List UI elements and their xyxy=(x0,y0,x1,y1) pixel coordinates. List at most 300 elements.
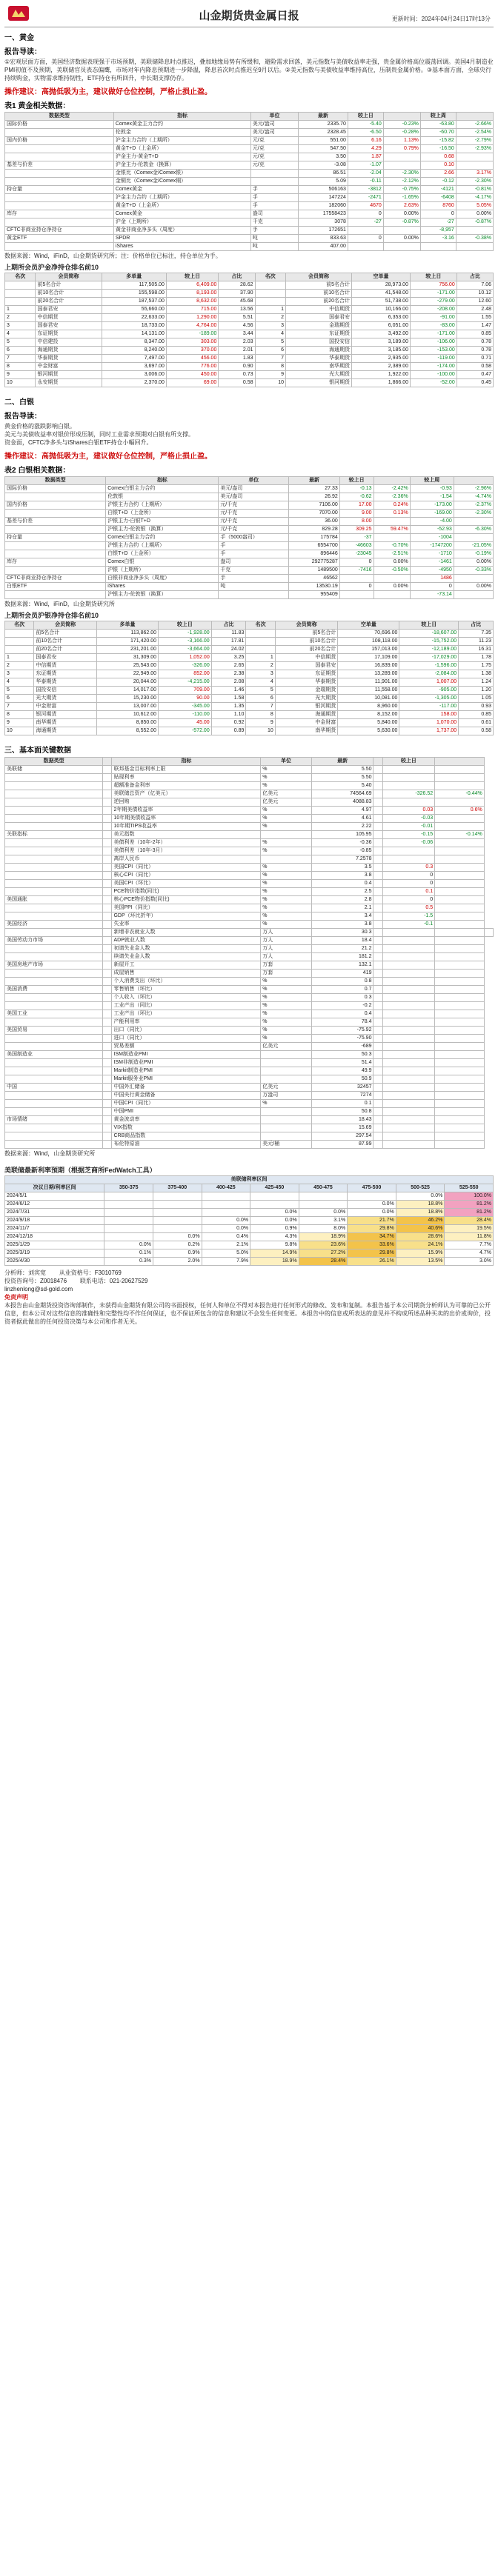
fund-cell xyxy=(103,1084,112,1092)
fund-cell: % xyxy=(261,1027,311,1035)
fund-cell: -75.90 xyxy=(311,1035,374,1043)
fundamentals-note: 数据来源：Wind，山金期货研究所 xyxy=(4,1150,96,1157)
fed-cell xyxy=(104,1233,153,1241)
fed-cell: 2024/12/18 xyxy=(5,1233,104,1241)
fed-row xyxy=(5,1201,494,1209)
gold-rank-cell: 22,633.00 xyxy=(102,314,166,322)
silver-cell xyxy=(5,542,106,550)
fund-cell xyxy=(382,1043,434,1051)
gold-rank-cell: 4.56 xyxy=(219,322,255,330)
silver-rank-cell: 11,558.00 xyxy=(338,687,399,695)
gold-rank-row xyxy=(5,330,494,338)
gold-rank-cell: 前5名合计 xyxy=(286,281,352,290)
gold-cell: 506163 xyxy=(299,186,348,194)
fund-cell xyxy=(5,839,103,847)
fund-cell xyxy=(103,970,112,978)
silver-rank-cell: 光大期货 xyxy=(34,695,97,703)
silver-row xyxy=(5,493,494,501)
silver-rank-cell: -18,607.00 xyxy=(399,630,459,638)
gold-row xyxy=(5,161,494,170)
gold-cell xyxy=(5,178,114,186)
silver-cell: 9.00 xyxy=(339,510,374,518)
silver-rank-row xyxy=(5,646,494,654)
silver-cell: 库存 xyxy=(5,558,106,567)
silver-rank-cell xyxy=(5,638,34,646)
fund-cell xyxy=(374,1027,382,1035)
silver-rank-cell: 10,612.00 xyxy=(96,711,158,719)
gold-rank-cell: 0.90 xyxy=(219,363,255,371)
fund-cell: 87.99 xyxy=(311,1141,374,1149)
fund-cell xyxy=(374,831,382,839)
fed-cell: 27.2% xyxy=(299,1249,348,1258)
fund-cell xyxy=(382,986,434,994)
silver-cell: 沪银主力合约（上期所） xyxy=(106,501,219,510)
fund-row xyxy=(5,864,494,872)
gold-rank-cell: 18,733.00 xyxy=(102,322,166,330)
gold-rank-header-0: 名次 xyxy=(5,273,36,281)
fed-cell xyxy=(153,1201,202,1209)
fund-cell: 产能利用率 xyxy=(112,1018,261,1027)
silver-header-3: 最新 xyxy=(289,477,339,485)
gold-rank-cell: 41,548.00 xyxy=(352,290,411,298)
silver-cell: 36.00 xyxy=(289,518,339,526)
gold-cell: 吨 xyxy=(250,243,298,251)
gold-row xyxy=(5,153,494,161)
silver-row xyxy=(5,542,494,550)
gold-cell: 0.79% xyxy=(383,145,420,153)
gold-rank-cell: -106.00 xyxy=(410,338,456,347)
fund-cell xyxy=(382,1035,434,1043)
silver-cell: 沪银主力-伦敦银（换算） xyxy=(106,591,219,599)
fund-cell xyxy=(435,1124,485,1132)
fund-row xyxy=(5,986,494,994)
silver-cell: -46603 xyxy=(339,542,374,550)
silver-cell: 沪银主力-伦敦银（换算） xyxy=(106,526,219,534)
gold-cell xyxy=(5,202,114,210)
fund-cell: 美元指数 xyxy=(112,831,261,839)
fund-cell xyxy=(374,1043,382,1051)
gold-cell: -3.16 xyxy=(420,235,456,243)
gold-cell: 0.00% xyxy=(456,210,493,218)
fund-row xyxy=(5,1051,494,1059)
gold-rank-cell xyxy=(5,290,36,298)
gold-cell: 547.50 xyxy=(299,145,348,153)
silver-rank-row xyxy=(5,630,494,638)
fund-row xyxy=(5,831,494,839)
fund-cell: 10年期TIPS收益率 xyxy=(112,823,261,831)
silver-cell xyxy=(5,550,106,558)
silver-cell: 0.13% xyxy=(374,510,410,518)
fed-cell: 0.0% xyxy=(202,1217,250,1225)
silver-cell: -2.51% xyxy=(374,550,410,558)
fund-cell: 美联储 xyxy=(5,766,103,774)
gold-advice: 操作建议：高抛低吸为主，建议做好仓位控制，严格止损止盈。 xyxy=(4,88,212,96)
fund-cell xyxy=(435,815,485,823)
silver-cell: -0.50% xyxy=(374,567,410,575)
silver-rank-cell: 158.00 xyxy=(399,711,459,719)
silver-rank-cell: -4,215.00 xyxy=(159,678,212,687)
gold-cell: 库存 xyxy=(5,210,114,218)
fed-cell: 100.0% xyxy=(445,1192,494,1201)
gold-cell: 2.66 xyxy=(420,170,456,178)
silver-rank-cell: 4 xyxy=(246,678,275,687)
silver-rank-title: 上期所会员沪银净持仓排名前10 xyxy=(4,612,99,619)
fund-cell: % xyxy=(261,864,311,872)
silver-header-1: 指标 xyxy=(106,477,219,485)
fund-cell: 市场情绪 xyxy=(5,1116,103,1124)
gold-cell: -15.82 xyxy=(420,137,456,145)
fund-cell: 工业产出（环比） xyxy=(112,1010,261,1018)
gold-rank-header-1: 会员简称 xyxy=(36,273,102,281)
gold-rank-cell: 10 xyxy=(5,379,36,387)
fed-cell xyxy=(202,1201,250,1209)
gold-rank-cell: 55,660.00 xyxy=(102,306,166,314)
silver-rank-cell: 17.81 xyxy=(211,638,246,646)
gold-cell: 182060 xyxy=(299,202,348,210)
fund-cell xyxy=(435,945,485,953)
silver-rank-cell: 5,630.00 xyxy=(338,727,399,735)
gold-rank-cell: 5 xyxy=(5,338,36,347)
silver-rank-cell: 国泰君安 xyxy=(275,662,338,670)
gold-rank-cell: 456.00 xyxy=(166,355,218,363)
silver-cell: 元/千克 xyxy=(219,526,289,534)
fund-cell xyxy=(103,1132,112,1141)
fund-cell xyxy=(435,904,485,912)
silver-cell: 沪银主力合约（上期所） xyxy=(106,542,219,550)
silver-rank-cell: 国泰君安 xyxy=(34,654,97,662)
silver-rank-header-7: 空单量 xyxy=(338,621,399,630)
fed-cell xyxy=(348,1192,396,1201)
silver-rank-cell: 1 xyxy=(5,654,34,662)
contact-phone: 联系电话：021-20627529 xyxy=(79,1278,148,1284)
silver-rank-cell: 1.20 xyxy=(459,687,494,695)
silver-rank-cell: 海通期货 xyxy=(34,727,97,735)
fund-cell xyxy=(382,1124,434,1132)
fund-cell: 新增非农就业人数 xyxy=(112,929,261,937)
gold-cell: iShares xyxy=(113,243,250,251)
silver-cell: -169.00 xyxy=(410,510,454,518)
silver-rank-cell: 9 xyxy=(246,719,275,727)
fund-row xyxy=(5,839,494,847)
fund-cell: 181.2 xyxy=(311,953,374,961)
fund-cell xyxy=(382,774,434,782)
gold-cell: 3078 xyxy=(299,218,348,227)
fund-row xyxy=(5,970,494,978)
gold-rank-cell: -171.00 xyxy=(410,330,456,338)
gold-cell: -0.12 xyxy=(420,178,456,186)
fund-cell: 亿美元 xyxy=(261,790,311,798)
gold-cell: 黄金T+D（上金所） xyxy=(113,202,250,210)
gold-row xyxy=(5,170,494,178)
gold-header-4: 较上日 xyxy=(348,113,383,121)
fed-cell: 18.9% xyxy=(250,1258,299,1266)
fund-row xyxy=(5,1124,494,1132)
fund-cell xyxy=(435,896,485,904)
silver-cell: -0.70% xyxy=(374,542,410,550)
gold-rank-cell: 光大期货 xyxy=(286,371,352,379)
fund-cell xyxy=(5,1002,103,1010)
fund-cell: 78.4 xyxy=(311,1018,374,1027)
fed-cell: 2025/4/30 xyxy=(5,1258,104,1266)
silver-rank-cell: 10,081.00 xyxy=(338,695,399,703)
fund-cell: 30.3 xyxy=(311,929,374,937)
gold-rank-row xyxy=(5,306,494,314)
fed-cell xyxy=(153,1192,202,1201)
silver-cell xyxy=(374,575,410,583)
fund-cell: % xyxy=(261,1002,311,1010)
fund-cell: 15.69 xyxy=(311,1124,374,1132)
gold-rank-cell: -171.00 xyxy=(410,290,456,298)
silver-rank-cell: 1.10 xyxy=(211,711,246,719)
fund-cell xyxy=(374,1067,382,1075)
fund-cell xyxy=(261,1075,311,1084)
consulting-number: 投资咨询号：Z0018476 xyxy=(4,1278,67,1284)
contact-email[interactable]: linzhenlong@sd-gold.com xyxy=(4,1286,73,1292)
gold-cell: -6.50 xyxy=(348,129,383,137)
fund-cell xyxy=(374,953,382,961)
fund-cell xyxy=(435,823,485,831)
gold-rank-cell: -189.00 xyxy=(166,330,218,338)
gold-cell: Comex黄金 xyxy=(113,210,250,218)
fund-cell: 5.50 xyxy=(311,766,374,774)
silver-cell: 309.25 xyxy=(339,526,374,534)
silver-cell: 持仓量 xyxy=(5,534,106,542)
fed-cell xyxy=(104,1192,153,1201)
silver-rank-cell: 9 xyxy=(5,719,34,727)
gold-cell: 美元/盎司 xyxy=(250,129,298,137)
silver-cell: 白银ETF xyxy=(5,583,106,591)
silver-header-7 xyxy=(454,477,493,485)
gold-cell xyxy=(383,243,420,251)
gold-cell: 0.10 xyxy=(420,161,456,170)
gold-cell: -2.04 xyxy=(348,170,383,178)
silver-rank-cell: -2,084.00 xyxy=(399,670,459,678)
fund-cell: % xyxy=(261,847,311,855)
silver-rank-cell: 0.93 xyxy=(459,703,494,711)
gold-cell: -2471 xyxy=(348,194,383,202)
fund-cell xyxy=(435,929,485,937)
gold-rank-cell: 前20名合计 xyxy=(36,298,102,306)
gold-rank-cell: 2.01 xyxy=(219,347,255,355)
silver-rank-cell: -117.00 xyxy=(399,703,459,711)
silver-cell: 白银T+D（上金所） xyxy=(106,510,219,518)
gold-rank-cell: 3,189.00 xyxy=(352,338,411,347)
fund-row xyxy=(5,978,494,986)
fed-cell: 0.0% xyxy=(250,1209,299,1217)
fund-cell: 零售销售（环比） xyxy=(112,986,261,994)
gold-cell: 0.68 xyxy=(420,153,456,161)
fund-cell: GDP（环比折年） xyxy=(112,912,261,921)
gold-cell: -0.23% xyxy=(383,121,420,129)
fund-cell: % xyxy=(261,807,311,815)
fund-cell xyxy=(5,978,103,986)
fund-cell: 419 xyxy=(311,970,374,978)
gold-cell: 17558423 xyxy=(299,210,348,218)
fund-cell xyxy=(103,1018,112,1027)
gold-cell xyxy=(250,170,298,178)
gold-rank-cell xyxy=(255,281,285,290)
fund-row xyxy=(5,855,494,864)
fed-cell: 0.9% xyxy=(153,1249,202,1258)
fund-cell xyxy=(382,1141,434,1149)
gold-cell: 千克 xyxy=(250,218,298,227)
gold-cell xyxy=(420,243,456,251)
fund-cell: CRB商品指数 xyxy=(112,1132,261,1141)
fund-cell xyxy=(103,839,112,847)
silver-cell: -1461 xyxy=(410,558,454,567)
fund-cell: -0.1 xyxy=(382,921,434,929)
gold-rank-cell: 1 xyxy=(5,306,36,314)
gold-cell: 沪金（上期所） xyxy=(113,218,250,227)
gold-row xyxy=(5,202,494,210)
silver-rank-cell: 前5名合计 xyxy=(275,630,338,638)
fund-row xyxy=(5,961,494,970)
fund-cell xyxy=(382,1132,434,1141)
silver-rank-row xyxy=(5,727,494,735)
fund-cell xyxy=(382,1116,434,1124)
gold-rank-cell: 6 xyxy=(255,347,285,355)
fund-cell: 中国CPI（同比） xyxy=(112,1100,261,1108)
fund-row xyxy=(5,904,494,912)
gold-cell: 手 xyxy=(250,194,298,202)
silver-cell: 26.92 xyxy=(289,493,339,501)
fund-cell xyxy=(374,1018,382,1027)
fund-cell xyxy=(374,904,382,912)
gold-rank-cell: 2 xyxy=(5,314,36,322)
gold-rank-cell: 28,973.00 xyxy=(352,281,411,290)
qualification-number: 从业资格号：F3010769 xyxy=(59,1269,122,1276)
gold-table-title: 表1 黄金相关数据： xyxy=(4,102,70,110)
silver-cell: 59.47% xyxy=(374,526,410,534)
silver-rank-cell: 7 xyxy=(246,703,275,711)
gold-cell: 黄金ETF xyxy=(5,235,114,243)
silver-rank-cell: 25,543.00 xyxy=(96,662,158,670)
fund-cell: 逆回购 xyxy=(112,798,261,807)
fund-cell: 3.4 xyxy=(311,912,374,921)
gold-rank-cell: 中金财富 xyxy=(36,363,102,371)
gold-cell: -4121 xyxy=(420,186,456,194)
silver-cell: 盎司 xyxy=(219,558,289,567)
gold-cell: 国内价格 xyxy=(5,137,114,145)
silver-rank-cell: 0.61 xyxy=(459,719,494,727)
silver-rank-cell: 0.58 xyxy=(459,727,494,735)
silver-cell: 0.00% xyxy=(374,583,410,591)
gold-cell: -2.79% xyxy=(456,137,493,145)
fund-cell: 0.3 xyxy=(311,994,374,1002)
silver-cell: 0.00% xyxy=(454,583,493,591)
silver-cell xyxy=(454,518,493,526)
fund-cell: 32457 xyxy=(311,1084,374,1092)
fund-cell xyxy=(5,888,103,896)
fund-cell xyxy=(374,1075,382,1084)
fed-cell: 7.7% xyxy=(445,1241,494,1249)
silver-table-title: 表2 白银相关数据： xyxy=(4,467,70,475)
silver-cell: -2.96% xyxy=(454,485,493,493)
fed-row xyxy=(5,1241,494,1249)
fund-cell xyxy=(5,1067,103,1075)
gold-rank-cell: 3,185.00 xyxy=(352,347,411,355)
fund-cell xyxy=(103,1002,112,1010)
gold-rank-cell: 28.62 xyxy=(219,281,255,290)
silver-rank-cell: -1,928.00 xyxy=(159,630,212,638)
fund-cell: 离岸人民币 xyxy=(112,855,261,864)
gold-rank-cell: 3,006.00 xyxy=(102,371,166,379)
gold-rank-row xyxy=(5,290,494,298)
gold-cell: -2.30% xyxy=(383,170,420,178)
fund-cell: ISM制造业PMI xyxy=(112,1051,261,1059)
fed-cell: 26.1% xyxy=(348,1258,396,1266)
fund-cell xyxy=(435,937,485,945)
fed-cell: 8.0% xyxy=(299,1225,348,1233)
silver-rank-cell: 南华期货 xyxy=(34,719,97,727)
fund-cell xyxy=(103,831,112,839)
fund-cell xyxy=(435,782,485,790)
silver-rank-row xyxy=(5,711,494,719)
fund-header-5 xyxy=(374,758,382,766)
gold-cell: 407.00 xyxy=(299,243,348,251)
gold-summary-title: 报告导读： xyxy=(4,48,42,56)
gold-rank-cell: 8,347.00 xyxy=(102,338,166,347)
fed-row xyxy=(5,1217,494,1225)
silver-rank-cell: 银河期货 xyxy=(34,711,97,719)
silver-rank-cell: 2.38 xyxy=(211,670,246,678)
gold-cell: 5.09 xyxy=(299,178,348,186)
silver-rank-cell: 华泰期货 xyxy=(34,678,97,687)
fund-cell xyxy=(382,953,434,961)
fund-cell xyxy=(435,872,485,880)
gold-rank-cell: 6 xyxy=(5,347,36,355)
gold-rank-cell: 华泰期货 xyxy=(36,355,102,363)
fund-row xyxy=(5,1108,494,1116)
gold-rank-header-4: 占比 xyxy=(219,273,255,281)
fed-cell: 2024/11/7 xyxy=(5,1225,104,1233)
fund-row xyxy=(5,888,494,896)
gold-rank-cell: -174.00 xyxy=(410,363,456,371)
gold-rank-cell: 0.45 xyxy=(456,379,493,387)
fund-cell xyxy=(103,782,112,790)
gold-cell: -0.87% xyxy=(383,218,420,227)
gold-rank-cell: 2 xyxy=(255,314,285,322)
fund-cell xyxy=(103,994,112,1002)
silver-advice: 操作建议：高抛低吸为主，建议做好仓位控制，严格止损止盈。 xyxy=(4,453,212,461)
fund-cell: % xyxy=(261,1018,311,1027)
fund-row xyxy=(5,847,494,855)
fed-cell: 2025/3/19 xyxy=(5,1249,104,1258)
silver-cell: -0.93 xyxy=(410,485,454,493)
gold-cell xyxy=(5,218,114,227)
gold-cell: -6408 xyxy=(420,194,456,202)
silver-cell: 292775287 xyxy=(289,558,339,567)
silver-cell: 0 xyxy=(339,583,374,591)
silver-cell: 955409 xyxy=(289,591,339,599)
gold-cell: 3.50 xyxy=(299,153,348,161)
fund-cell: 万人 xyxy=(261,929,311,937)
gold-rank-cell: -208.00 xyxy=(410,306,456,314)
gold-cell: 沪金主力合约（上期所） xyxy=(113,137,250,145)
fed-cell: 0.0% xyxy=(348,1209,396,1217)
fundamentals-section-title: 三、基本面关键数据 xyxy=(4,747,71,755)
gold-rank-cell: -83.00 xyxy=(410,322,456,330)
fund-row xyxy=(5,953,494,961)
gold-rank-cell: -119.00 xyxy=(410,355,456,363)
gold-rank-cell: 东证期货 xyxy=(286,330,352,338)
gold-cell: 沪金主力合约（上期所） xyxy=(113,194,250,202)
fund-cell xyxy=(374,872,382,880)
fund-row xyxy=(5,1002,494,1010)
fund-cell: % xyxy=(261,1010,311,1018)
gold-cell: 3.17% xyxy=(456,170,493,178)
gold-cell: SPDR xyxy=(113,235,250,243)
